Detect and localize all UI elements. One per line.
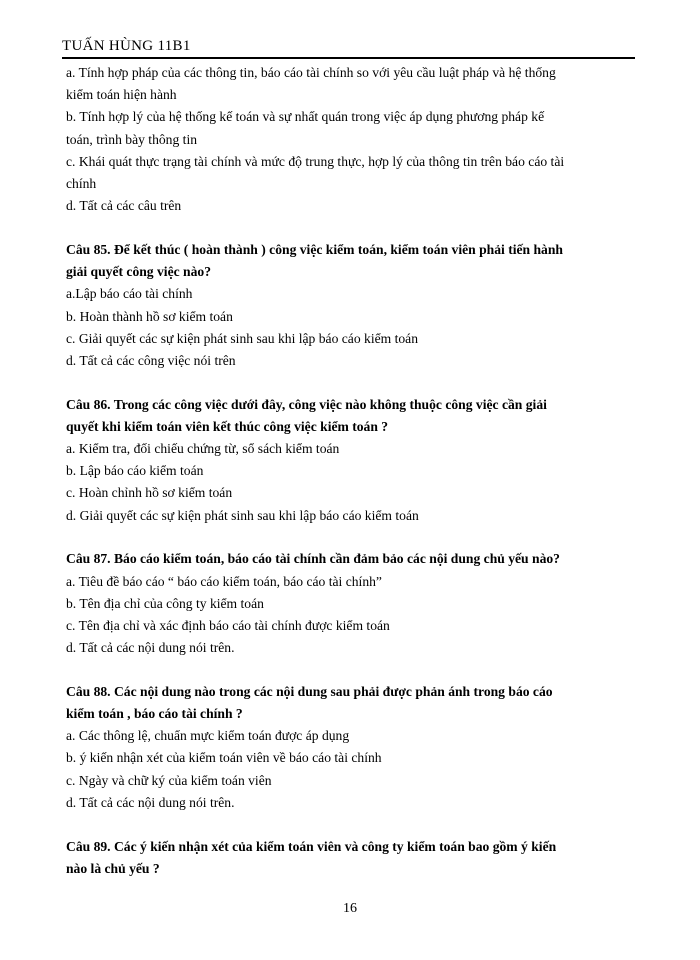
option-line: d. Tất cả các nội dung nói trên.	[66, 794, 235, 810]
option-line: b. Tên địa chỉ của công ty kiểm toán	[66, 595, 264, 611]
document-body	[66, 62, 638, 880]
answer-option	[66, 151, 638, 195]
answer-option	[66, 637, 638, 659]
question	[66, 548, 638, 570]
question-line: Câu 86. Trong các công việc dưới đây, công việc nào không thuộc công việc cần giải	[66, 396, 547, 412]
question-line: Câu 88. Các nội dung nào trong các nội dung sau phải được phản ánh trong báo cáo	[66, 683, 553, 699]
question-line: Câu 85. Để kết thúc ( hoàn thành ) công việc kiểm toán, kiểm toán viên phải tiến hành	[66, 241, 563, 257]
option-line: d. Tất cả các công việc nói trên	[66, 352, 236, 368]
option-line: b. Hoàn thành hồ sơ kiểm toán	[66, 308, 233, 324]
question-line: quyết khi kiểm toán viên kết thúc công việc kiểm toán ?	[66, 418, 389, 434]
answer-option	[66, 482, 638, 504]
answer-option	[66, 747, 638, 769]
option-line: a.Lập báo cáo tài chính	[66, 286, 193, 302]
answer-option	[66, 195, 638, 217]
header-rule	[62, 57, 635, 59]
option-line: c. Khái quát thực trạng tài chính và mức độ trung thực, hợp lý của thông tin trên báo cáo tài	[66, 153, 565, 169]
option-line: c. Giải quyết các sự kiện phát sinh sau khi lập báo cáo kiểm toán	[66, 330, 419, 346]
question	[66, 394, 638, 438]
option-line: chính	[66, 176, 97, 192]
question	[66, 239, 638, 283]
option-line: a. Tiêu đề báo cáo “ báo cáo kiểm toán, báo cáo tài chính”	[66, 573, 382, 589]
option-line: a. Kiểm tra, đối chiếu chứng từ, sổ sách kiểm toán	[66, 441, 340, 457]
question	[66, 681, 638, 725]
option-line: a. Tính hợp pháp của các thông tin, báo cáo tài chính so với yêu cầu luật pháp và hệ thống	[66, 65, 556, 80]
page-number: 16	[343, 901, 357, 916]
question-line: Câu 87. Báo cáo kiểm toán, báo cáo tài chính cần đảm bảo các nội dung chủ yếu nào?	[66, 551, 560, 567]
answer-option	[66, 306, 638, 328]
answer-option	[66, 438, 638, 460]
option-line: b. Lập báo cáo kiểm toán	[66, 463, 204, 479]
option-line: kiểm toán hiện hành	[66, 87, 177, 103]
question-line: Câu 89. Các ý kiến nhận xét của kiểm toán viên và công ty kiểm toán bao gồm ý kiến	[66, 838, 557, 854]
answer-option	[66, 571, 638, 593]
question	[66, 836, 638, 880]
question-line: giải quyết công việc nào?	[66, 264, 211, 280]
option-line: c. Tên địa chỉ và xác định báo cáo tài chính được kiểm toán	[66, 617, 390, 633]
option-line: a. Các thông lệ, chuẩn mực kiểm toán được áp dụng	[66, 728, 350, 744]
option-line: d. Tất cả các nội dung nói trên.	[66, 640, 235, 656]
option-line: b. Tính hợp lý của hệ thống kế toán và sự nhất quán trong việc áp dụng phương pháp kế	[66, 109, 545, 125]
paragraph-gap	[66, 659, 638, 681]
answer-option	[66, 725, 638, 747]
answer-option	[66, 792, 638, 814]
answer-option	[66, 283, 638, 305]
answer-option	[66, 460, 638, 482]
page-header: TUẤN HÙNG 11B1	[62, 38, 191, 54]
option-line: toán, trình bày thông tin	[66, 131, 198, 147]
answer-option	[66, 350, 638, 372]
option-line: c. Hoàn chỉnh hồ sơ kiểm toán	[66, 485, 233, 501]
option-line: d. Giải quyết các sự kiện phát sinh sau khi lập báo cáo kiểm toán	[66, 507, 419, 523]
option-line: b. ý kiến nhận xét của kiểm toán viên về báo cáo tài chính	[66, 750, 382, 766]
question-line: nào là chủ yếu ?	[66, 860, 160, 876]
question-line: kiểm toán , báo cáo tài chính ?	[66, 706, 243, 722]
paragraph-gap	[66, 217, 638, 239]
paragraph-gap	[66, 372, 638, 394]
paragraph-gap	[66, 814, 638, 836]
answer-option	[66, 770, 638, 792]
answer-option	[66, 593, 638, 615]
answer-option	[66, 505, 638, 527]
answer-option	[66, 106, 638, 150]
option-line: c. Ngày và chữ ký của kiểm toán viên	[66, 772, 272, 788]
answer-option	[66, 62, 638, 106]
paragraph-gap	[66, 527, 638, 549]
answer-option	[66, 615, 638, 637]
answer-option	[66, 328, 638, 350]
option-line: d. Tất cả các câu trên	[66, 198, 182, 214]
